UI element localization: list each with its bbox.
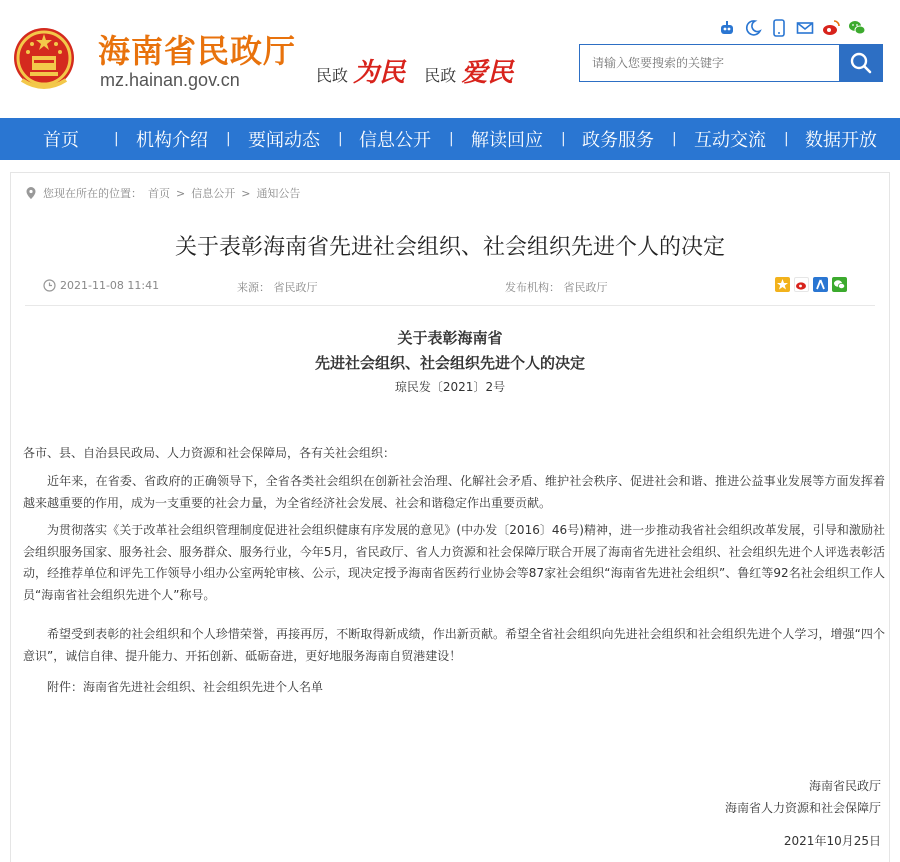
- nav-separator: |: [449, 131, 454, 147]
- nav-separator: |: [784, 131, 789, 147]
- org-label: 发布机构：: [505, 281, 560, 294]
- slogan: [316, 52, 527, 89]
- document-paragraph: 近年来，在省委、省政府的正确领导下，全省各类社会组织在创新社会治理、化解社会矛盾、维护社会秩序、促进社会和谐、推进公益事业发展等方面发挥着越来越重要的作用，成为一支重要的社会力量，为全省经济社会发展、社会和谐稳定作出重要贡献。: [23, 474, 885, 510]
- moon-icon[interactable]: [744, 19, 762, 37]
- attachment-note: 附件：海南省先进社会组织、社会组织先进个人名单: [47, 680, 324, 694]
- document-paragraph: 为贯彻落实《关于改革社会组织管理制度促进社会组织健康有序发展的意见》(中办发〔2016〕46号)精神，进一步推动我省社会组织改革发展，引导和激励社会组织服务国家、服务社会、服务群众、服务行业，今年5月，省民政厅、省人力资源和社会保障厅联合开展了海南省先进社会组织、社会组织先进个人评选表彰活动，经推荐单位和评先工作领导小组办公室两轮审核、公示，现决定授予海南省医药行业协会等87家社会组织“海南省先进社会组织”、鲁红等92名社会组织工作人员“海南省社会组织先进个人”称号。: [23, 523, 885, 602]
- slogan-prefix-2: 民政: [424, 66, 457, 85]
- location-pin-icon: [25, 186, 37, 200]
- search-box: [579, 44, 883, 82]
- document-title-line2: 先进社会组织、社会组织先进个人的决定: [314, 354, 585, 372]
- nav-separator: |: [672, 131, 677, 147]
- nav-item-home[interactable]: 首页: [43, 130, 79, 151]
- weibo-share-icon[interactable]: [794, 277, 809, 292]
- publish-time: [43, 279, 159, 292]
- breadcrumb-separator: >: [176, 186, 186, 200]
- main-nav: [0, 118, 900, 160]
- document-paragraph: 希望受到表彰的社会组织和个人珍惜荣誉，再接再厉，不断取得新成绩，作出新贡献。希望全省社会组织向先进社会组织和社会组织先进个人学习，增强“四个意识”，诚信自律、提升能力、开拓创新、砥砺奋进，更好地服务海南自贸港建设！: [23, 627, 885, 663]
- renren-icon[interactable]: [813, 277, 828, 292]
- nav-separator: |: [561, 131, 566, 147]
- robot-icon[interactable]: [718, 19, 736, 37]
- wechat-icon[interactable]: [848, 19, 866, 37]
- publishing-org: [505, 279, 608, 295]
- nav-item-services[interactable]: 政务服务: [582, 130, 654, 151]
- site-url: mz.hainan.gov.cn: [100, 70, 240, 90]
- nav-item-news[interactable]: 要闻动态: [248, 130, 320, 151]
- nav-item-about[interactable]: 机构介绍: [136, 130, 208, 151]
- meta-divider: [25, 305, 875, 306]
- signer-civil-affairs: 海南省民政厅: [808, 779, 881, 793]
- nav-item-info-disclosure[interactable]: 信息公开: [359, 130, 431, 151]
- breadcrumb: [25, 185, 300, 201]
- signer-hr-social-security: 海南省人力资源和社会保障厅: [724, 801, 881, 815]
- source-label: 来源：: [237, 281, 270, 294]
- clock-icon: [43, 279, 56, 292]
- nav-separator: |: [338, 131, 343, 147]
- weibo-icon[interactable]: [822, 19, 840, 37]
- wechat-share-icon[interactable]: [832, 277, 847, 292]
- document-number: 琼民发〔2021〕2号: [394, 380, 506, 394]
- search-icon: [850, 52, 872, 74]
- slogan-prefix-1: 民政: [316, 66, 349, 85]
- article-meta: [43, 279, 859, 295]
- top-toolbar: [718, 14, 878, 42]
- qzone-icon[interactable]: [775, 277, 790, 292]
- org-value: 省民政厅: [563, 281, 608, 294]
- document-title-line1: 关于表彰海南省: [397, 329, 503, 347]
- publish-time-value: 2021-11-08 11:41: [60, 279, 160, 292]
- breadcrumb-home[interactable]: 首页: [148, 187, 170, 200]
- slogan-emph-2: 爱民: [461, 58, 514, 88]
- document-salutation: 各市、县、自治县民政局、人力资源和社会保障局，各有关社会组织：: [23, 446, 396, 460]
- breadcrumb-separator: >: [241, 186, 251, 200]
- slogan-emph-1: 为民: [353, 58, 406, 88]
- breadcrumb-info-disclosure[interactable]: 信息公开: [191, 187, 236, 200]
- document-date: 2021年10月25日: [783, 834, 881, 848]
- source-value: 省民政厅: [273, 281, 318, 294]
- mail-icon[interactable]: [796, 19, 814, 37]
- site-header: [0, 0, 900, 118]
- national-emblem-icon[interactable]: [12, 24, 76, 94]
- site-title[interactable]: 海南省民政厅: [98, 32, 297, 70]
- nav-separator: |: [114, 131, 119, 147]
- search-button[interactable]: [839, 45, 882, 81]
- mobile-icon[interactable]: [770, 19, 788, 37]
- nav-separator: |: [226, 131, 231, 147]
- share-buttons: [775, 277, 847, 292]
- search-input[interactable]: [580, 45, 839, 81]
- article-source: [237, 279, 318, 295]
- nav-item-interaction[interactable]: 互动交流: [694, 130, 766, 151]
- breadcrumb-notices[interactable]: 通知公告: [256, 187, 301, 200]
- article-container: [10, 172, 890, 862]
- breadcrumb-prefix: 您现在所在的位置：: [43, 187, 142, 200]
- article-title: 关于表彰海南省先进社会组织、社会组织先进个人的决定: [174, 235, 725, 260]
- nav-item-open-data[interactable]: 数据开放: [805, 130, 877, 151]
- nav-item-interpretation[interactable]: 解读回应: [471, 130, 543, 151]
